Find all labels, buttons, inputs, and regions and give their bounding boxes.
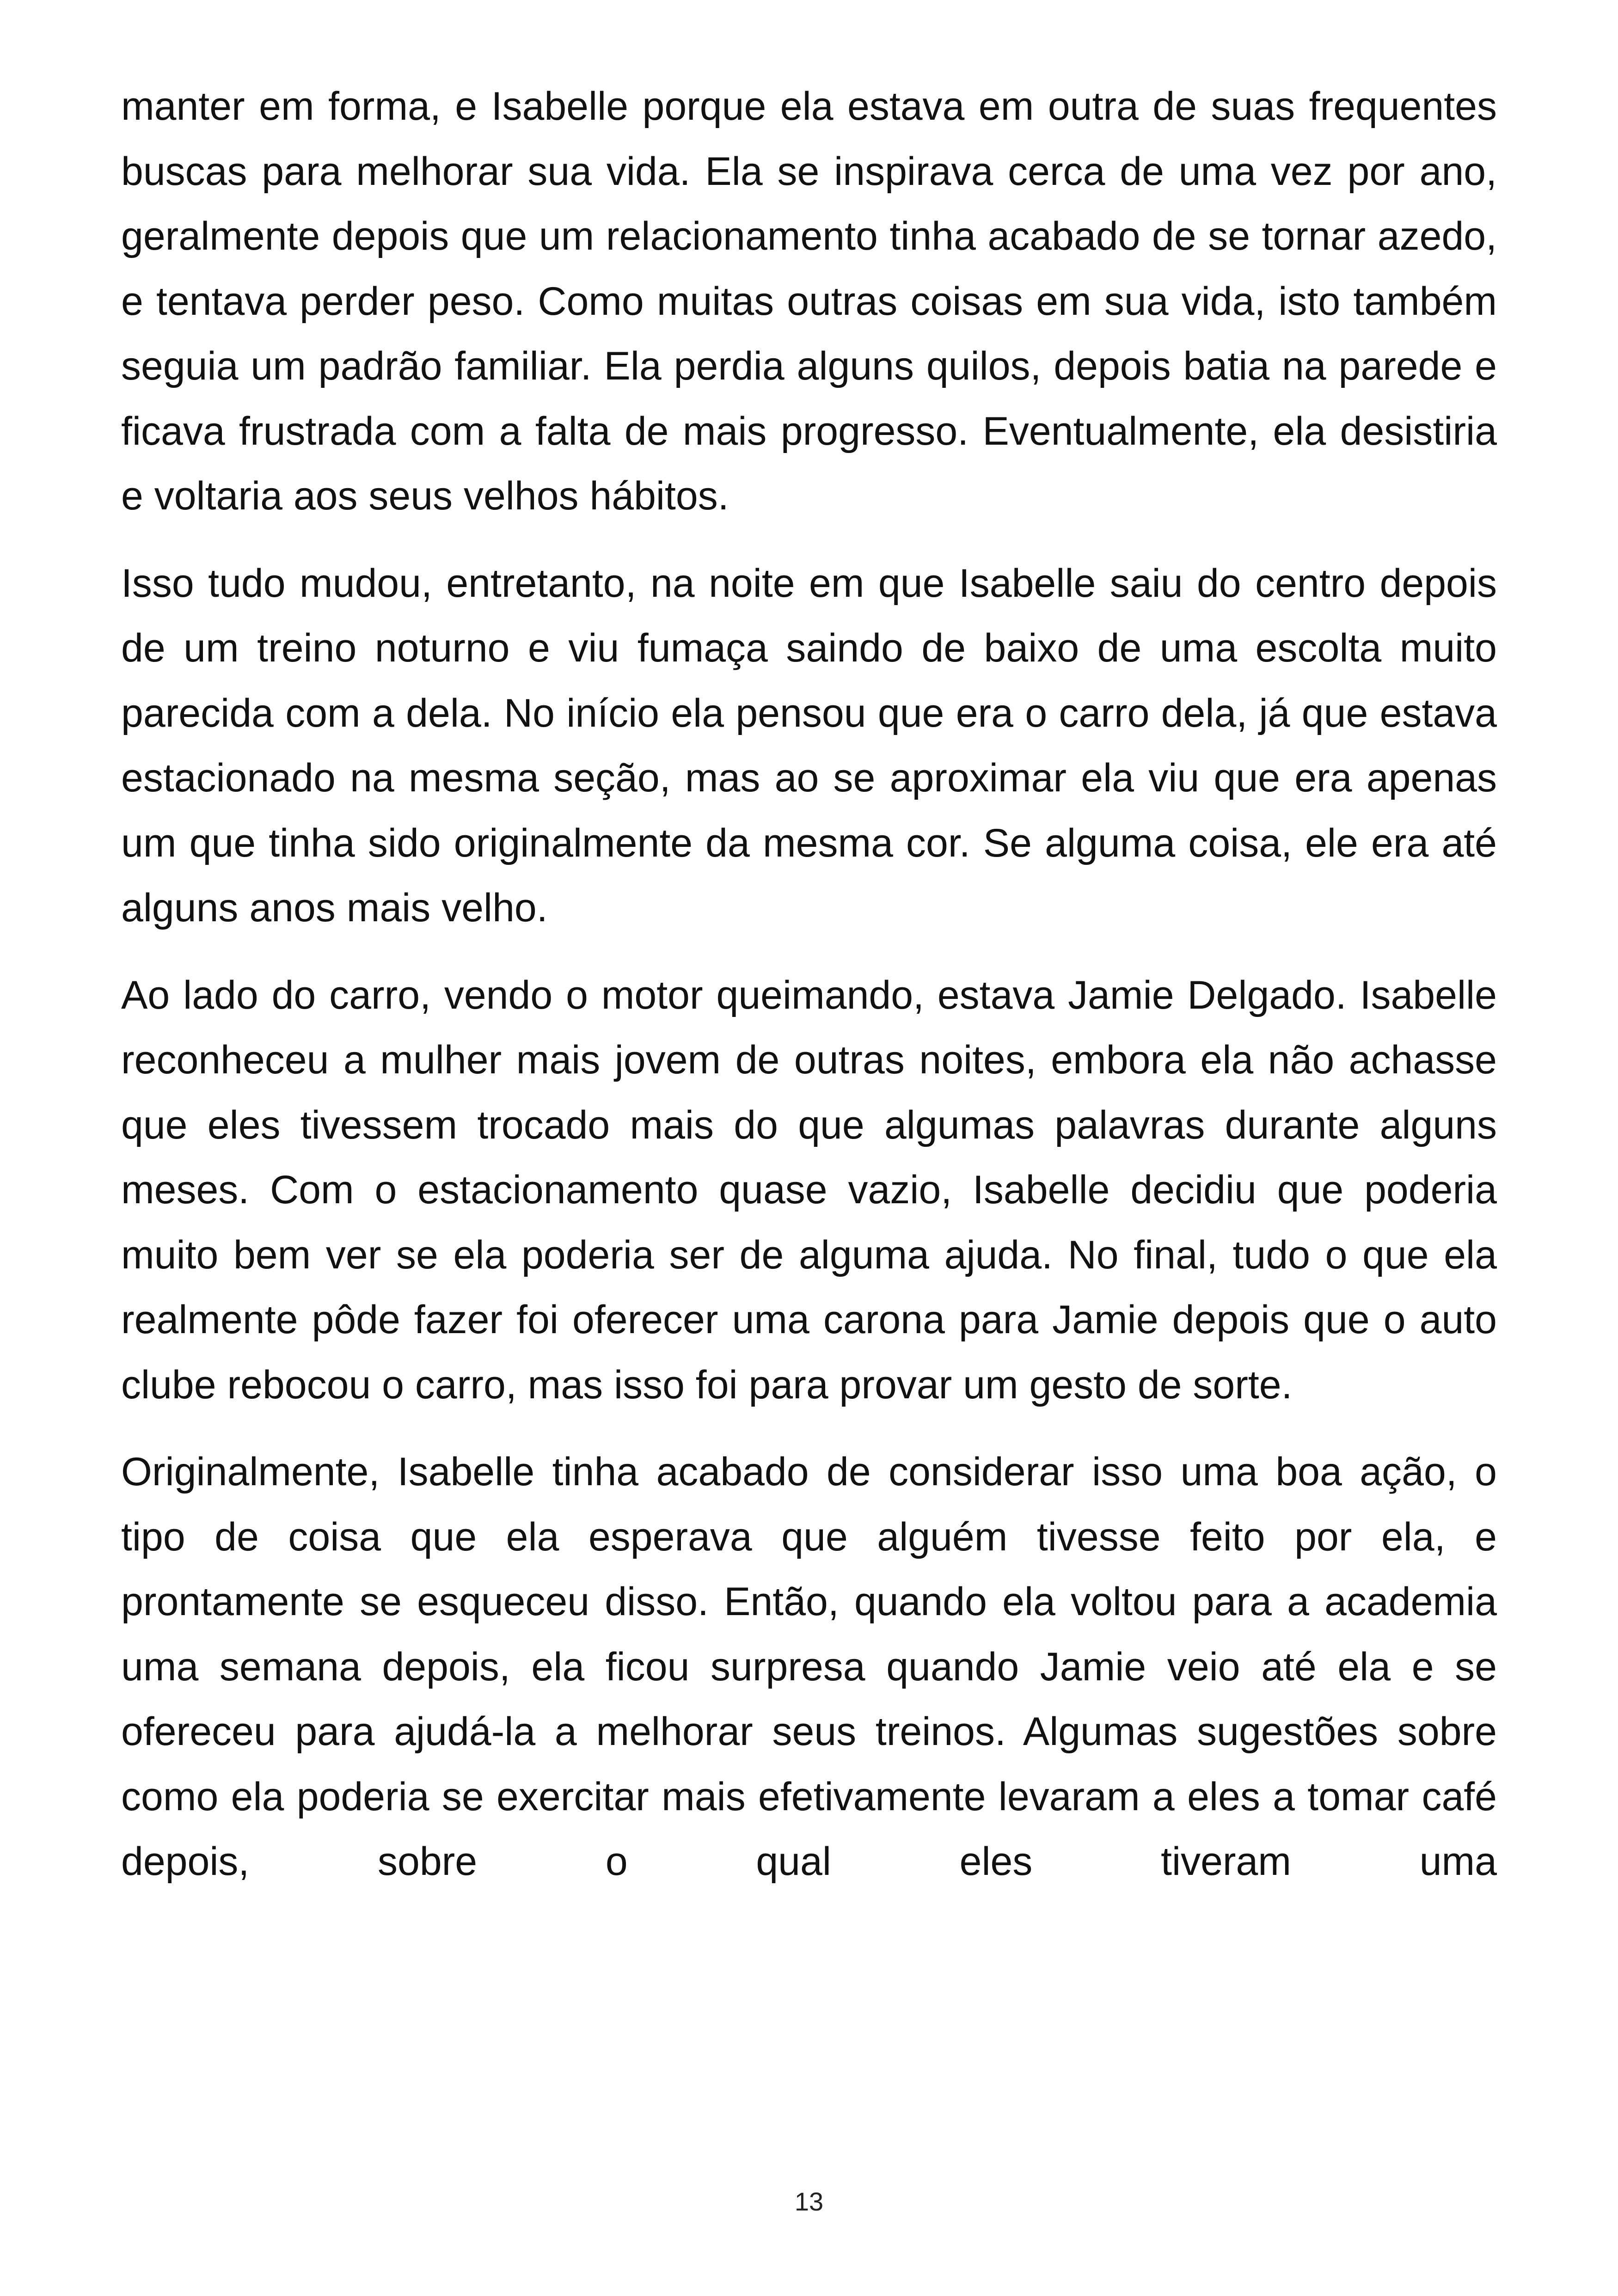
paragraph-4: Originalmente, Isabelle tinha acabado de considerar isso uma boa ação, o tipo de coisa que ela esperava que alguém tivesse feito por ela, e prontamente se esqueceu disso. Então, quando ela voltou para a academia uma semana depois, ela ficou surpresa quando Jamie veio até ela e se ofereceu para ajudá-la a melhorar seus treinos. Algumas sugestões sobre como ela poderia se exercitar mais efetivamente levaram a eles a tomar café depois, sobre o qual eles tiveram uma	[121, 1450, 1497, 1884]
page-number: 13	[794, 2187, 824, 2216]
paragraph-3: Ao lado do carro, vendo o motor queimando, estava Jamie Delgado. Isabelle reconheceu a mulher mais jovem de outras noites, embora ela não achasse que eles tivessem trocado mais do que algumas palavras durante alguns meses. Com o estacionamento quase vazio, Isabelle decidiu que poderia muito bem ver se ela poderia ser de alguma ajuda. No final, tudo o que ela realmente pôde fazer foi oferecer uma carona para Jamie depois que o auto clube rebocou o carro, mas isso foi para provar um gesto de sorte.	[121, 973, 1497, 1407]
paragraph-1: manter em forma, e Isabelle porque ela estava em outra de suas frequentes buscas para melhorar sua vida. Ela se inspirava cerca de uma vez por ano, geralmente depois que um relacionamento tinha acabado de se tornar azedo, e tentava perder peso. Como muitas outras coisas em sua vida, isto também seguia um padrão familiar. Ela perdia alguns quilos, depois batia na parede e ficava frustrada com a falta de mais progresso. Eventualmente, ela desistiria e voltaria aos seus velhos hábitos.	[121, 84, 1497, 518]
paragraph-2: Isso tudo mudou, entretanto, na noite em que Isabelle saiu do centro depois de um treino noturno e viu fumaça saindo de baixo de uma escolta muito parecida com a dela. No início ela pensou que era o carro dela, já que estava estacionado na mesma seção, mas ao se aproximar ela viu que era apenas um que tinha sido originalmente da mesma cor. Se alguma coisa, ele era até alguns anos mais velho.	[121, 561, 1497, 930]
body-text	[121, 74, 1497, 1916]
